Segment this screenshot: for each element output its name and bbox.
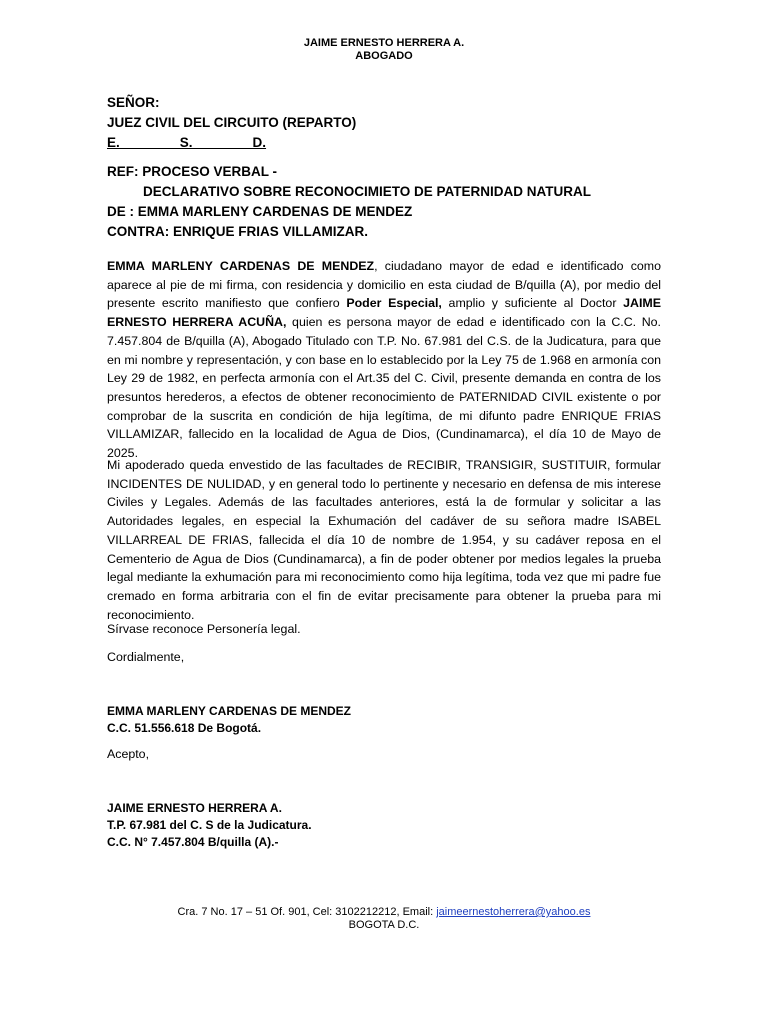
email-link[interactable]: jaimeernestoherrera@yahoo.es <box>436 906 591 918</box>
eds-line: E. S. D. <box>107 135 267 150</box>
paragraph-power-of-attorney <box>107 257 661 463</box>
footer <box>0 906 768 932</box>
paragraph-faculties: Mi apoderado queda envestido de las facultades de RECIBIR, TRANSIGIR, SUSTITUIR, formular INCIDENTES DE NULIDAD, y en general todo lo pertinente y necesario en defensa de mis interese Civiles y Legales. Además de las facultades anteriores, está la de formular y solicitar a las Autoridades legales, en especial la Exhumación del cadáver de su señora madre ISABEL VILLARREAL DE FRIAS, fallecida el día 10 de nombre de 1.954, y su cadáver reposa en el Cementerio de Agua de Dios (Cundinamarca), a fin de poder obtener por medios legales la prueba legal mediante la exhumación para mi reconocimiento como hija legítima, toda vez que mi padre fue cremado en forma arbitraria con el fin de evitar precisamente para obtener la prueba para mi reconocimiento. <box>107 458 661 622</box>
footer-address-line <box>0 906 768 919</box>
letterhead <box>0 37 768 63</box>
letterhead-title: ABOGADO <box>355 50 413 62</box>
lawyer-signature-tp: T.P. 67.981 del C. S de la Judicatura. <box>107 818 312 832</box>
letterhead-name: JAIME ERNESTO HERRERA A. <box>303 37 465 49</box>
grantor-name: EMMA MARLENY CARDENAS DE MENDEZ <box>107 259 375 273</box>
reference-block <box>107 162 591 242</box>
reference-line-1: REF: PROCESO VERBAL - <box>107 164 278 179</box>
poder-especial: Poder Especial, <box>346 296 442 311</box>
closing-salutation: Cordialmente, <box>107 650 185 664</box>
grantor-signature-name: EMMA MARLENY CARDENAS DE MENDEZ <box>107 704 352 718</box>
court-name: JUEZ CIVIL DEL CIRCUITO (REPARTO) <box>107 115 357 130</box>
grantor-signature-block <box>107 703 351 737</box>
lawyer-signature-block <box>107 800 312 851</box>
reference-line-4: CONTRA: ENRIQUE FRIAS VILLAMIZAR. <box>107 224 368 239</box>
paragraph-request: Sírvase reconoce Personería legal. <box>107 622 301 636</box>
lawyer-signature-cc: C.C. N° 7.457.804 B/quilla (A).- <box>107 835 279 849</box>
reference-line-2: DECLARATIVO SOBRE RECONOCIMIETO DE PATERNIDAD NATURAL <box>143 184 592 199</box>
paragraph1-text-c: quien es persona mayor de edad e identificado con la C.C. No. 7.457.804 de B/quilla (A), Abogado Titulado con T.P. No. 67.981 del C.S. de la Judicatura, para que en mi nombre y representación, y con base en lo establecido por la Ley 75 de 1.968 en armonía con Ley 29 de 1982, en perfecta armonía con el Art.35 del C. Civil, presente demanda en contra de los presuntos herederos, a efectos de obtener reconocimiento de PATERNIDAD CIVIL existente o por comprobar de la suscrita en condición de hija legítima, de mi difunto padre ENRIQUE FRIAS VILLAMIZAR, fallecido en la localidad de Agua de Dios, (Cundinamarca), el día 10 de Mayo de 2025. <box>107 315 661 461</box>
addressee-block <box>107 93 356 153</box>
lawyer-signature-name: JAIME ERNESTO HERRERA A. <box>107 801 282 815</box>
paragraph1-text-b: amplio y suficiente al Doctor <box>441 296 624 311</box>
footer-city: BOGOTA D.C. <box>348 919 420 931</box>
footer-address: Cra. 7 No. 17 – 51 Of. 901, Cel: 3102212212, Email: <box>177 906 437 918</box>
paragraph1-text-a: , ciudadano mayor de edad e identificado como aparece al pie de mi firma, con residencia y domicilio en esta ciudad de B/quilla (A), por medio del presente escrito manifiesto que confiero <box>107 259 662 311</box>
reference-line-3: DE : EMMA MARLENY CARDENAS DE MENDEZ <box>107 204 413 219</box>
salutation: SEÑOR: <box>107 95 160 110</box>
grantor-signature-id: C.C. 51.556.618 De Bogotá. <box>107 721 262 735</box>
accept-label: Acepto, <box>107 747 150 761</box>
lawyer-name: JAIME ERNESTO HERRERA ACUÑA, <box>107 296 661 330</box>
